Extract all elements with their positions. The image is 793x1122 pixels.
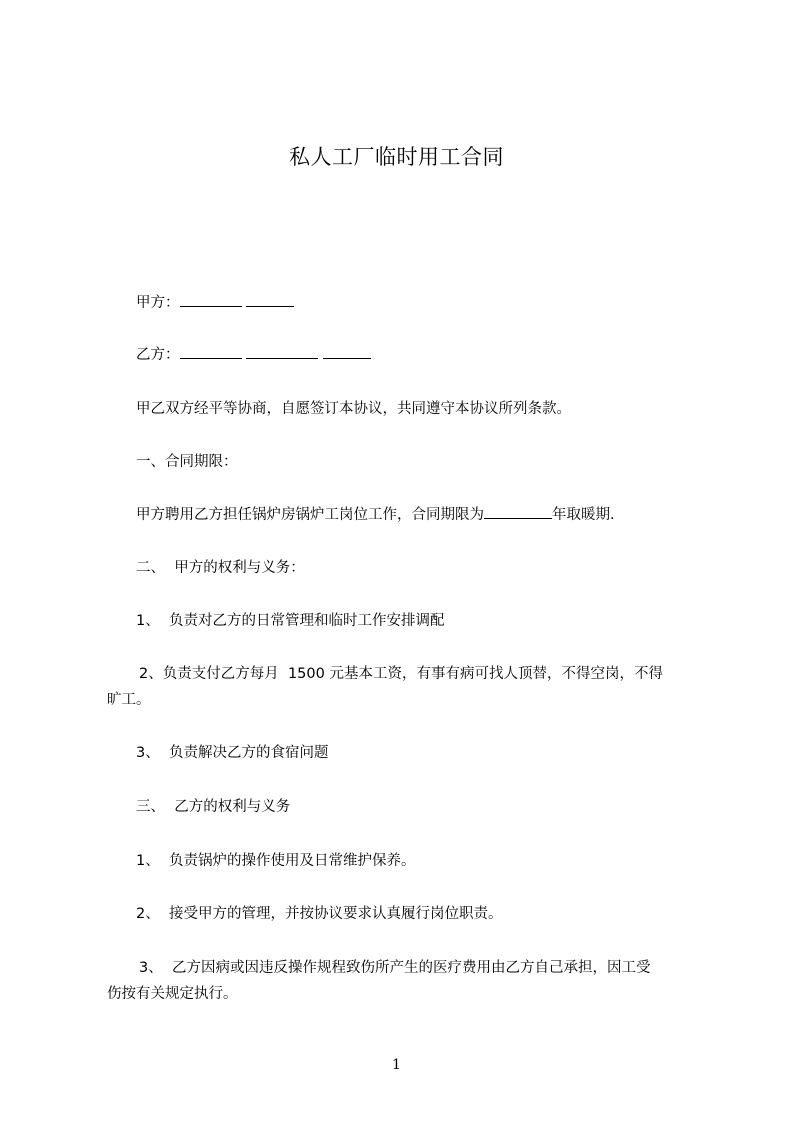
page-number: 1 [392, 1057, 401, 1073]
section-3-heading: 三、 乙方的权利与义务 [136, 799, 291, 815]
contract-term-text: 甲方聘用乙方担任锅炉房锅炉工岗位工作，合同期限为 [136, 507, 484, 523]
party-a-blank-1[interactable] [180, 292, 242, 307]
party-b-blank-2[interactable] [246, 344, 318, 359]
section-2-item-2-line-2: 旷工。 [107, 692, 151, 708]
section-2-item-3: 3、 负责解决乙方的食宿问题 [136, 745, 329, 761]
section-2-item-1: 1、 负责对乙方的日常管理和临时工作安排调配 [136, 613, 445, 629]
contract-term-blank[interactable] [484, 504, 552, 519]
document-title: 私人工厂临时用工合同 [289, 145, 504, 169]
section-3-item-3-line-2: 伤按有关规定执行。 [107, 986, 238, 1002]
section-2-heading: 二、 甲方的权利与义务： [136, 560, 305, 576]
section-1-heading: 一、合同期限： [136, 454, 238, 470]
party-b-blank-3[interactable] [323, 344, 371, 359]
party-a-blank-2[interactable] [246, 292, 294, 307]
party-b-line [136, 344, 371, 366]
party-b-blank-1[interactable] [180, 344, 242, 359]
party-a-label: 甲方： [136, 295, 180, 311]
section-3-item-2: 2、 接受甲方的管理，并按协议要求认真履行岗位职责。 [136, 906, 503, 922]
party-b-label: 乙方： [136, 347, 180, 363]
section-1-text [136, 504, 615, 526]
intro-paragraph: 甲乙双方经平等协商，自愿签订本协议，共同遵守本协议所列条款。 [136, 401, 571, 417]
section-2-item-2-line-1: 2、负责支付乙方每月 1500 元基本工资，有事有病可找人顶替，不得空岗，不得 [139, 666, 663, 682]
section-3-item-3-line-1: 3、 乙方因病或因违反操作规程致伤所产生的医疗费用由乙方自己承担，因工受 [139, 960, 651, 976]
section-3-item-1: 1、 负责锅炉的操作使用及日常维护保养。 [136, 853, 416, 869]
contract-term-suffix: 年取暖期. [552, 507, 615, 523]
party-a-line [136, 292, 294, 314]
